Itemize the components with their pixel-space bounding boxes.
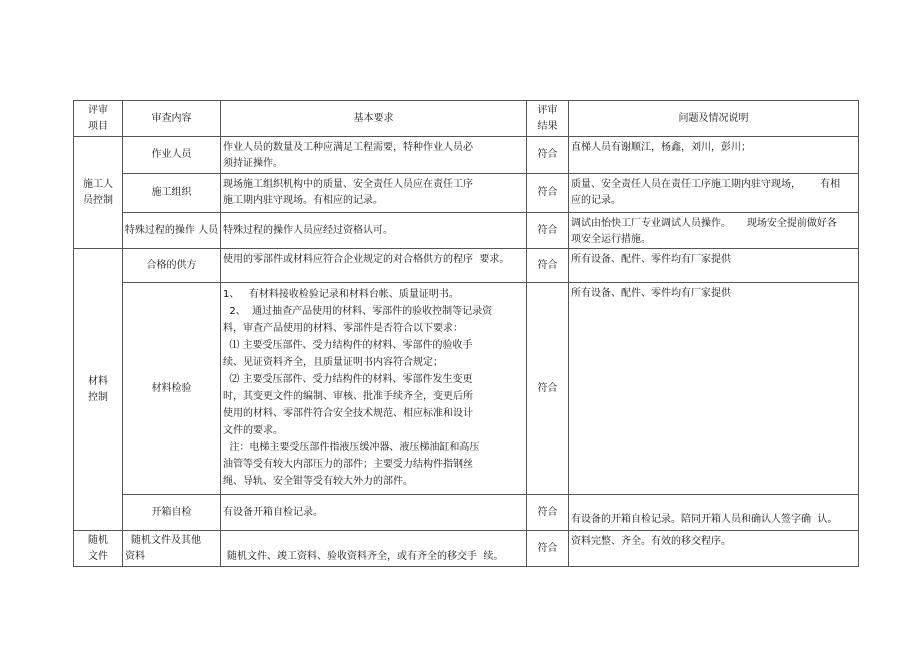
review-table — [73, 100, 859, 567]
table-row — [74, 213, 859, 249]
table-row — [74, 283, 859, 495]
section-title-line1: 施工人 — [83, 178, 113, 190]
note-line: 有设备的开箱自检记录。陪同开箱人员和确认人签字确 认。 — [571, 514, 838, 525]
review-result: 符合 — [527, 174, 569, 213]
requirement-line: 1、 有材料接收检验记录和材料台帐、质量证明书。 — [223, 289, 459, 300]
header-item-line1: 评审 — [88, 104, 108, 116]
note-line: 应的记录。 — [571, 195, 621, 206]
requirement-line: 施工期内驻守现场。有相应的记录。 — [223, 195, 383, 206]
header-item-line2: 项目 — [88, 120, 108, 132]
review-result: 符合 — [527, 531, 569, 567]
review-content: 合格的供方 — [123, 249, 221, 283]
note-line: 直梯人员有谢顺江，杨鑫，刘川，彭川； — [571, 142, 751, 153]
requirement-line: ⑴ 主要受压部件、受力结构件的材料、零部件的验收手 — [223, 340, 473, 351]
requirement-line: 料，审查产品使用的材料、零部件是否符合以下要求： — [223, 323, 463, 334]
requirement-line: ⑵ 主要受压部件、受力结构件的材料、零部件发生变更 — [223, 374, 473, 385]
review-content: 开箱自检 — [123, 495, 221, 531]
table-row — [74, 531, 859, 567]
section-title-line2: 文件 — [88, 550, 108, 562]
requirement-line: 须持证操作。 — [223, 158, 283, 169]
header-item — [74, 101, 123, 137]
review-result: 符合 — [527, 213, 569, 249]
review-content: 特殊过程的操作 人员 — [123, 213, 221, 249]
header-requirement: 基本要求 — [221, 101, 527, 137]
note-line: 资料完整、齐全。有效的移交程序。 — [571, 536, 731, 547]
requirement-text — [221, 495, 527, 531]
review-content: 施工组织 — [123, 174, 221, 213]
note-text — [569, 213, 859, 249]
header-notes: 问题及情况说明 — [569, 101, 859, 137]
requirement-text — [221, 213, 527, 249]
requirement-text — [221, 283, 527, 495]
header-row — [74, 101, 859, 137]
requirement-line: 有设备开箱自检记录。 — [223, 506, 323, 518]
requirement-line: 油管等受有较大内部压力的部件；主要受力结构件指钢丝 — [223, 459, 473, 470]
table-row — [74, 249, 859, 283]
section-documents-title — [74, 531, 123, 567]
content-line1: 随机文件及其他 — [131, 534, 201, 546]
note-text — [569, 531, 859, 567]
review-content: 材料检验 — [123, 283, 221, 495]
note-line: 所有设备、配件、零件均有厂家提供 — [571, 254, 731, 265]
note-text — [569, 495, 859, 531]
table-row — [74, 495, 859, 531]
requirement-line: 文件的要求。 — [223, 425, 283, 436]
section-title-line2: 控制 — [88, 391, 108, 403]
requirement-line: 随机文件、竣工资料、验收资料齐全，或有齐全的移交手 续。 — [227, 551, 504, 562]
header-content: 审查内容 — [123, 101, 221, 137]
header-result-line2: 结果 — [537, 120, 558, 132]
note-text — [569, 283, 859, 495]
section-title-line2: 员控制 — [83, 194, 113, 206]
note-text — [569, 174, 859, 213]
header-result-line1: 评审 — [537, 104, 558, 116]
review-result: 符合 — [527, 283, 569, 495]
table-row — [74, 137, 859, 174]
requirement-line: 绳、导轨、安全钳等受有较大外力的部件。 — [223, 476, 413, 487]
requirement-line: 特殊过程的操作人员应经过资格认可。 — [223, 224, 393, 236]
requirement-text — [221, 249, 527, 283]
note-line: 项安全运行措施。 — [571, 234, 651, 245]
section-title-line1: 随机 — [88, 534, 108, 546]
note-line: 调试由怡快工厂专业调试人员操作。 现场安全提前做好各 — [571, 218, 837, 229]
note-text — [569, 249, 859, 283]
note-text — [569, 137, 859, 174]
requirement-line: 续、见证资料齐全，且质量证明书内容符合规定； — [223, 357, 443, 368]
note-line: 质量、安全责任人员在责任工序施工期内驻守现场， 有相 — [571, 179, 841, 190]
table-row — [74, 174, 859, 213]
review-content — [123, 531, 221, 567]
note-line: 所有设备、配件、零件均有厂家提供 — [571, 288, 731, 299]
requirement-line: 作业人员的数量及工种应满足工程需要，特种作业人员必 — [223, 142, 473, 153]
review-result: 符合 — [527, 249, 569, 283]
section-material-title — [74, 249, 123, 531]
review-result: 符合 — [527, 137, 569, 174]
requirement-line: 现场施工组织机构中的质量、安全责任人员应在责任工序 — [223, 179, 473, 190]
requirement-line: 使用的材料、零部件符合安全技术规范、相应标准和设计 — [223, 408, 473, 419]
requirement-text — [221, 174, 527, 213]
review-result: 符合 — [527, 495, 569, 531]
content-line2: 资料 — [125, 550, 145, 562]
requirement-line: 2、 通过抽查产品使用的材料、零部件的验收控制等记录资 — [223, 306, 493, 317]
requirement-line: 使用的零部件或材料应符合企业规定的对合格供方的程序 要求。 — [223, 254, 510, 265]
requirement-line: 时，其变更文件的编制、审核、批准手续齐全，变更后所 — [223, 391, 473, 402]
review-content: 作业人员 — [123, 137, 221, 174]
requirement-text — [221, 137, 527, 174]
requirement-text — [221, 531, 527, 567]
header-result — [527, 101, 569, 137]
section-title-line1: 材料 — [88, 375, 108, 387]
section-construction-title — [74, 137, 123, 249]
requirement-line: 注：电梯主要受压部件指液压缓冲器、液压梯油缸和高压 — [223, 442, 480, 453]
